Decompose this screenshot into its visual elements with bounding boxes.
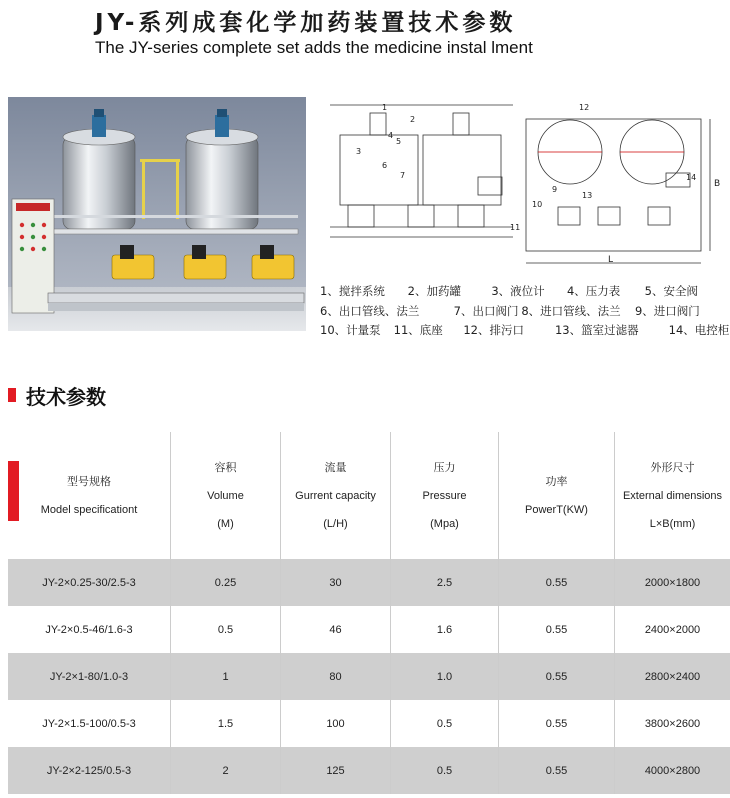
- legend-item: 14、电控柜: [668, 323, 730, 337]
- header-volume-cn: 容积: [214, 461, 237, 474]
- cell-volume: 1: [171, 653, 281, 700]
- cell-power: 0.55: [499, 559, 615, 606]
- cell-capacity: 100: [281, 700, 391, 747]
- parts-legend: [320, 282, 730, 341]
- header-power-cn: 功率: [545, 475, 568, 488]
- cell-power: 0.55: [499, 606, 615, 653]
- legend-item: 6、出口管线、法兰: [320, 303, 420, 318]
- table-header-row: [8, 432, 730, 559]
- cell-power: 0.55: [499, 653, 615, 700]
- legend-row: [320, 321, 730, 341]
- header-model-cn: 型号规格: [67, 475, 111, 488]
- header-pressure-cn: 压力: [433, 461, 456, 474]
- header-capacity: [281, 432, 391, 559]
- diagram-label-4: 4: [388, 131, 394, 140]
- diagram-label-14: 14: [686, 173, 697, 182]
- diagram-label-3: 3: [356, 147, 362, 156]
- legend-item: 3、液位计: [491, 284, 545, 298]
- cell-capacity: 46: [281, 606, 391, 653]
- header-capacity-en: Gurrent capacity: [295, 489, 376, 502]
- cell-volume: 0.5: [171, 606, 281, 653]
- schematic-diagram: [318, 97, 728, 272]
- diagram-label-7: 7: [400, 171, 406, 180]
- header-volume-unit: (M): [217, 517, 234, 530]
- cell-volume: 0.25: [171, 559, 281, 606]
- diagram-label-13: 13: [582, 191, 593, 200]
- legend-item: 13、篮室过滤器: [554, 323, 639, 337]
- cell-dimensions: 2400×2000: [615, 606, 730, 653]
- header-capacity-cn: 流量: [324, 461, 347, 474]
- cell-power: 0.55: [499, 700, 615, 747]
- legend-item: 1、搅拌系统: [320, 284, 385, 298]
- section-marker: [8, 388, 16, 402]
- header-marker: [8, 461, 19, 521]
- cell-dimensions: 2000×1800: [615, 559, 730, 606]
- header-model-en: Model specificationt: [40, 503, 138, 516]
- cell-model: JY-2×1-80/1.0-3: [8, 653, 171, 700]
- header-volume-en: Volume: [207, 489, 244, 502]
- spec-table: [8, 432, 730, 794]
- table-row: [8, 653, 730, 700]
- page-title: JY-系列成套化学加药装置技术参数: [95, 10, 517, 36]
- cell-dimensions: 2800×2400: [615, 653, 730, 700]
- diagram-label-2: 2: [410, 115, 416, 124]
- cell-dimensions: 3800×2600: [615, 700, 730, 747]
- header-dimensions-cn: 外形尺寸: [650, 461, 695, 474]
- legend-item: 11、底座: [393, 323, 443, 337]
- header-power-en: PowerT(KW): [525, 503, 588, 516]
- diagram-label-5: 5: [396, 137, 402, 146]
- diagram-label-6: 6: [382, 161, 388, 170]
- cell-capacity: 30: [281, 559, 391, 606]
- cell-capacity: 80: [281, 653, 391, 700]
- diagram-label-1: 1: [382, 103, 388, 112]
- legend-item: 8、进口管线、法兰: [521, 303, 621, 318]
- legend-item: 7、出口阀门: [453, 303, 519, 318]
- legend-row: [320, 302, 730, 322]
- header-dimensions: [615, 432, 730, 559]
- header-capacity-unit: (L/H): [323, 517, 348, 530]
- cell-model: JY-2×1.5-100/0.5-3: [8, 700, 171, 747]
- product-photo: [8, 97, 306, 331]
- header-volume: [171, 432, 281, 559]
- cell-model: JY-2×2-125/0.5-3: [8, 747, 171, 794]
- header-model: [8, 432, 171, 559]
- cell-pressure: 2.5: [391, 559, 499, 606]
- diagram-dimension-l: L: [608, 255, 614, 265]
- header-pressure-en: Pressure: [422, 489, 467, 502]
- header-pressure-unit: (Mpa): [430, 517, 459, 530]
- header-dimensions-en: External dimensions: [622, 489, 723, 502]
- cell-pressure: 1.6: [391, 606, 499, 653]
- diagram-label-11: 11: [510, 223, 521, 232]
- header-pressure: [391, 432, 499, 559]
- table-row: [8, 700, 730, 747]
- legend-item: 4、压力表: [566, 284, 621, 298]
- legend-item: 5、安全阀: [644, 284, 698, 298]
- cell-capacity: 125: [281, 747, 391, 794]
- cell-pressure: 1.0: [391, 653, 499, 700]
- section-title: 技术参数: [26, 385, 106, 409]
- legend-item: 2、加药罐: [407, 284, 461, 298]
- cell-pressure: 0.5: [391, 700, 499, 747]
- cell-pressure: 0.5: [391, 747, 499, 794]
- legend-item: 9、进口阀门: [634, 303, 700, 318]
- diagram-label-10: 10: [532, 200, 543, 209]
- diagram-dimension-b: B: [714, 179, 721, 189]
- table-row: [8, 747, 730, 794]
- diagram-label-9: 9: [552, 185, 558, 194]
- cell-model: JY-2×0.5-46/1.6-3: [8, 606, 171, 653]
- table-row: [8, 606, 730, 653]
- cell-model: JY-2×0.25-30/2.5-3: [8, 559, 171, 606]
- legend-item: 10、计量泵: [320, 323, 381, 337]
- cell-power: 0.55: [499, 747, 615, 794]
- cell-volume: 2: [171, 747, 281, 794]
- table-row: [8, 559, 730, 606]
- header-dimensions-unit: L×B(mm): [649, 517, 696, 530]
- page-subtitle: The JY-series complete set adds the medicine instal lment: [95, 38, 533, 57]
- legend-item: 12、排污口: [463, 323, 524, 337]
- header-power: [499, 432, 615, 559]
- diagram-label-12: 12: [579, 103, 590, 112]
- legend-row: [320, 282, 730, 302]
- cell-volume: 1.5: [171, 700, 281, 747]
- cell-dimensions: 4000×2800: [615, 747, 730, 794]
